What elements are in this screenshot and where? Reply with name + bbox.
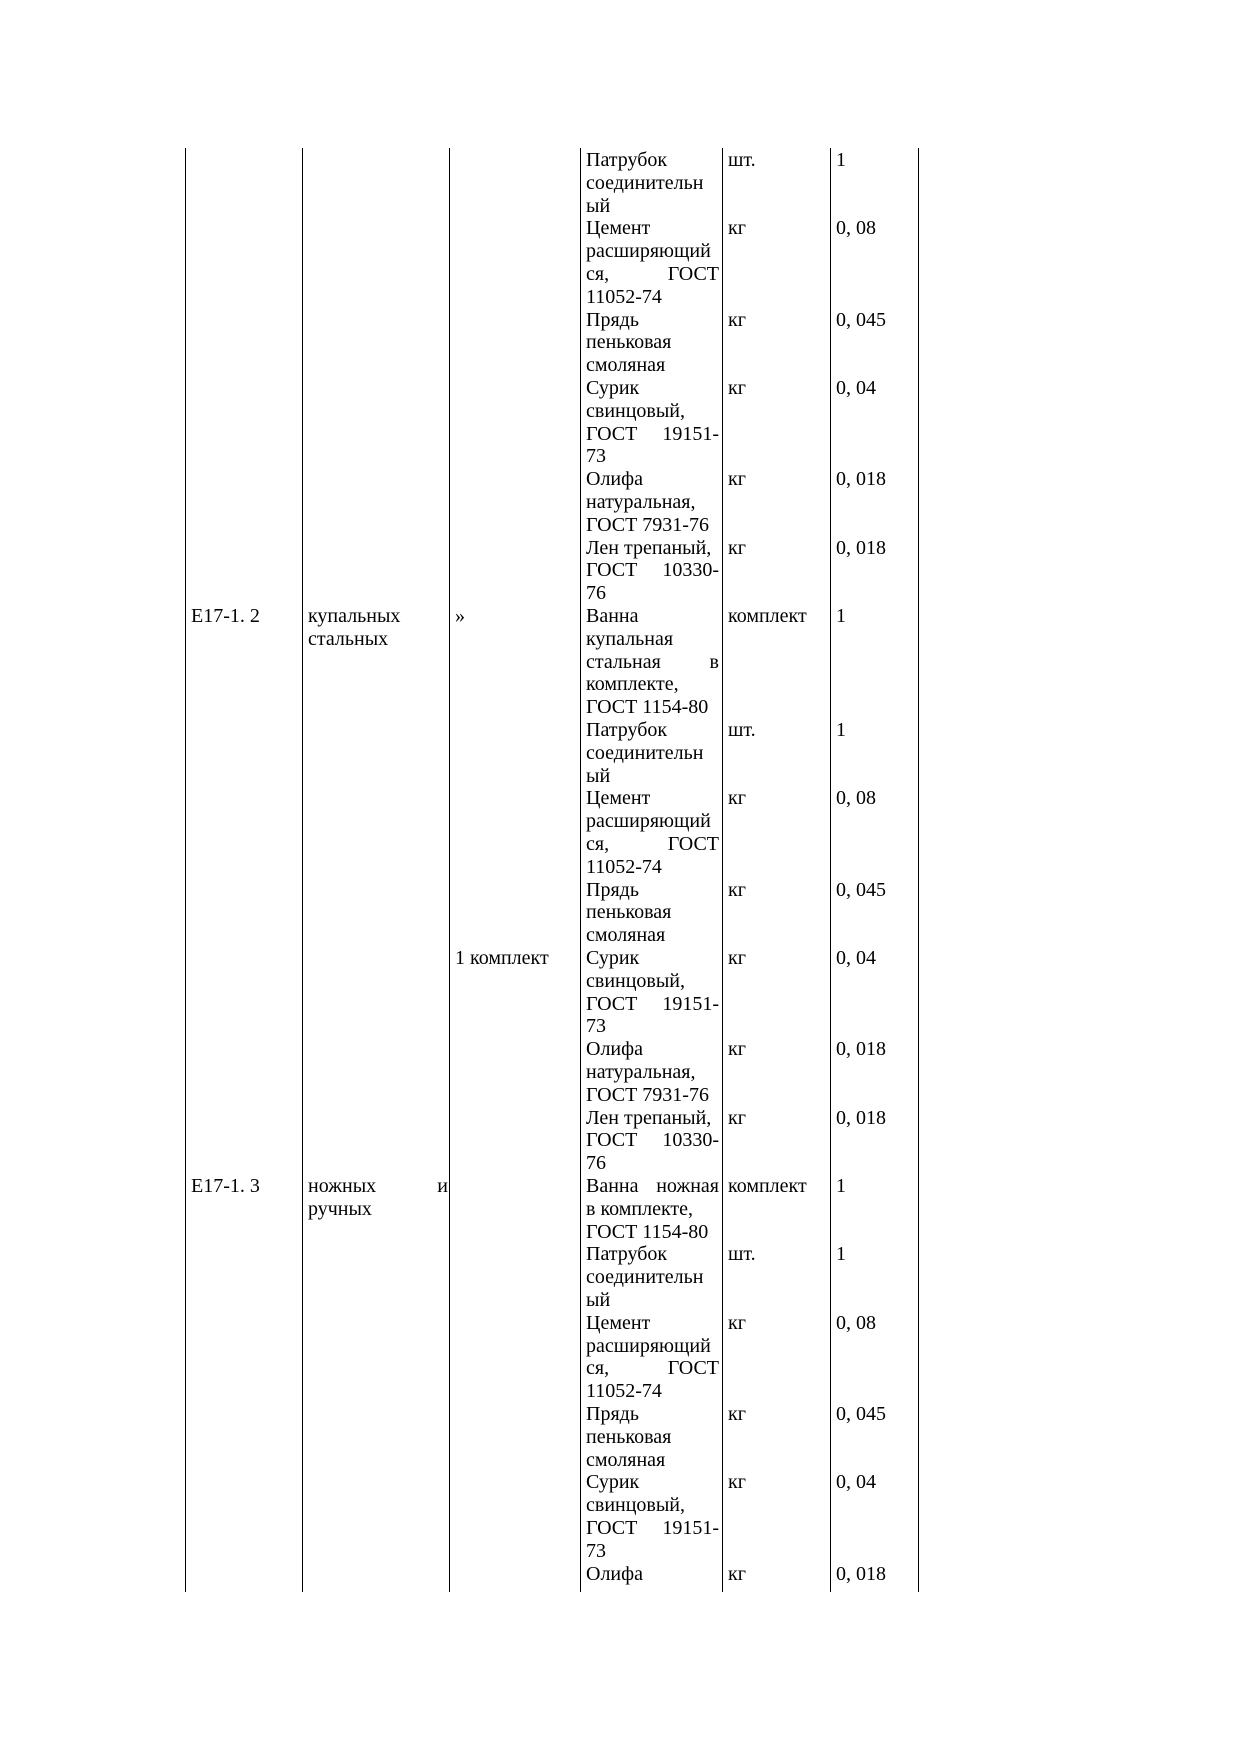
- table-rule: [580, 148, 581, 1592]
- item-code: Е17-1. 3: [191, 1175, 260, 1197]
- material-name: [586, 1243, 719, 1311]
- line-word: ся,: [586, 262, 610, 285]
- justified-line: [586, 423, 719, 446]
- text-line: Олифа: [586, 1038, 643, 1061]
- line-word: ножная: [656, 1175, 719, 1197]
- line-word: ножных: [308, 1175, 377, 1197]
- justified-line: [586, 1129, 719, 1152]
- line-word: в: [709, 650, 719, 673]
- text-line: ГОСТ 7931-76: [586, 513, 709, 536]
- text-line: ГОСТ 1154-80: [586, 696, 709, 719]
- line-word: ГОСТ: [667, 262, 719, 285]
- line-word: ГОСТ: [667, 832, 719, 855]
- text-line: стальных: [308, 627, 389, 650]
- material-quantity: 1: [836, 1175, 846, 1197]
- material-quantity: 0, 04: [836, 377, 876, 399]
- table-rule: [185, 148, 186, 1592]
- material-quantity: 0, 045: [836, 878, 886, 901]
- line-word: 10330-: [662, 559, 719, 582]
- table-rule: [918, 148, 919, 1592]
- text-line: ручных: [308, 1197, 372, 1220]
- text-line: соединительн: [586, 741, 704, 764]
- material-name: [586, 719, 719, 787]
- justified-line: [586, 263, 719, 286]
- text-line: свинцовый,: [586, 399, 686, 422]
- material-name: [586, 947, 719, 1038]
- material-unit: кг: [728, 787, 746, 810]
- material-quantity: 0, 018: [836, 1038, 886, 1061]
- text-line: 76: [586, 582, 606, 605]
- material-quantity: 1: [836, 149, 846, 171]
- text-line: пеньковая: [586, 901, 672, 924]
- justified-line: [586, 993, 719, 1016]
- material-quantity: 0, 04: [836, 1471, 876, 1494]
- text-line: смоляная: [586, 924, 666, 947]
- line-word: ГОСТ: [586, 1129, 638, 1152]
- text-line: Цемент: [586, 1311, 651, 1334]
- text-line: Сурик: [586, 377, 640, 399]
- material-unit: кг: [728, 878, 746, 901]
- material-unit: кг: [728, 1562, 746, 1585]
- table-rule: [830, 148, 831, 1592]
- line-word: ГОСТ: [586, 992, 638, 1015]
- material-unit: кг: [728, 1311, 746, 1334]
- text-line: 11052-74: [586, 1380, 662, 1403]
- material-unit: кг: [728, 1038, 746, 1061]
- table-rule: [302, 148, 303, 1592]
- material-name: [586, 879, 719, 947]
- line-word: 19151-: [662, 1516, 719, 1539]
- material-quantity: 0, 018: [836, 1562, 886, 1585]
- material-unit: шт.: [728, 149, 756, 171]
- text-line: ый: [586, 764, 611, 787]
- text-line: Лен трепаный,: [586, 1106, 712, 1129]
- line-word: 10330-: [662, 1129, 719, 1152]
- material-unit: кг: [728, 536, 746, 559]
- material-name: [586, 217, 719, 308]
- material-unit: шт.: [728, 719, 756, 741]
- justified-line: [586, 1357, 719, 1380]
- material-name: [586, 605, 719, 719]
- material-name: [586, 1038, 719, 1106]
- justified-line: [586, 1517, 719, 1540]
- text-line: Олифа: [586, 468, 643, 491]
- material-unit: кг: [728, 1471, 746, 1494]
- material-name: [586, 1312, 719, 1403]
- text-line: Сурик: [586, 1471, 640, 1494]
- text-line: ГОСТ 7931-76: [586, 1083, 709, 1106]
- item-code: Е17-1. 2: [191, 605, 260, 627]
- text-line: натуральная,: [586, 490, 696, 513]
- text-line: соединительн: [586, 171, 704, 194]
- material-unit: кг: [728, 1106, 746, 1129]
- text-line: Прядь: [586, 878, 639, 901]
- text-line: расширяющий: [586, 810, 711, 833]
- text-line: Сурик: [586, 947, 640, 969]
- text-line: в комплекте,: [586, 1197, 694, 1220]
- material-name: [586, 1563, 719, 1586]
- material-name: [586, 1175, 719, 1243]
- material-unit: кг: [728, 308, 746, 331]
- material-quantity: 1: [836, 719, 846, 741]
- line-word: ГОСТ: [586, 422, 638, 445]
- material-unit: кг: [728, 217, 746, 240]
- text-line: свинцовый,: [586, 1494, 686, 1517]
- text-line: ГОСТ 1154-80: [586, 1220, 709, 1243]
- table-rule: [449, 148, 450, 1592]
- material-name: [586, 309, 719, 377]
- text-line: Патрубок: [586, 719, 668, 741]
- text-line: 76: [586, 1152, 606, 1175]
- item-condition: »: [455, 605, 465, 627]
- text-line: ый: [586, 1288, 611, 1311]
- line-word: стальная: [586, 650, 661, 673]
- text-line: Ванна: [586, 605, 639, 627]
- justified-line: [586, 833, 719, 856]
- text-line: Прядь: [586, 1403, 639, 1425]
- text-line: 73: [586, 445, 606, 468]
- material-quantity: 0, 08: [836, 217, 876, 240]
- item-condition: 1 комплект: [455, 947, 549, 969]
- material-name: [586, 468, 719, 536]
- line-word: 19151-: [662, 422, 719, 445]
- material-quantity: 1: [836, 605, 846, 627]
- line-word: ся,: [586, 832, 610, 855]
- material-quantity: 1: [836, 1243, 846, 1266]
- material-quantity: 0, 018: [836, 536, 886, 559]
- text-line: пеньковая: [586, 1425, 672, 1448]
- material-quantity: 0, 08: [836, 787, 876, 810]
- material-unit: шт.: [728, 1243, 756, 1266]
- text-line: ый: [586, 194, 611, 217]
- material-name: [586, 787, 719, 878]
- table-rule: [722, 148, 723, 1592]
- material-quantity: 0, 08: [836, 1311, 876, 1334]
- justified-line: [308, 1175, 448, 1198]
- material-unit: кг: [728, 1403, 746, 1425]
- material-unit: кг: [728, 947, 746, 969]
- material-name: [586, 377, 719, 468]
- line-word: ся,: [586, 1357, 610, 1380]
- material-name: [586, 537, 719, 605]
- material-name: [586, 1107, 719, 1175]
- text-line: соединительн: [586, 1266, 704, 1289]
- text-line: свинцовый,: [586, 969, 686, 992]
- material-name: [586, 149, 719, 217]
- text-line: Лен трепаный,: [586, 536, 712, 559]
- text-line: смоляная: [586, 354, 666, 377]
- text-line: смоляная: [586, 1448, 666, 1471]
- justified-line: [586, 559, 719, 582]
- line-word: Ванна: [586, 1175, 639, 1197]
- line-word: и: [437, 1175, 448, 1197]
- item-type: [308, 605, 448, 651]
- material-quantity: 0, 018: [836, 468, 886, 491]
- text-line: расширяющий: [586, 240, 711, 263]
- material-unit: кг: [728, 377, 746, 399]
- line-word: ГОСТ: [586, 559, 638, 582]
- text-line: Патрубок: [586, 149, 668, 171]
- text-line: комплекте,: [586, 673, 679, 696]
- text-line: 73: [586, 1015, 606, 1038]
- text-line: Цемент: [586, 217, 651, 240]
- line-word: 19151-: [662, 992, 719, 1015]
- material-quantity: 0, 04: [836, 947, 876, 969]
- line-word: ГОСТ: [667, 1357, 719, 1380]
- material-quantity: 0, 045: [836, 1403, 886, 1425]
- justified-line: [586, 1175, 719, 1198]
- line-word: ГОСТ: [586, 1516, 638, 1539]
- material-unit: кг: [728, 468, 746, 491]
- justified-line: [586, 651, 719, 674]
- item-type: [308, 1175, 448, 1221]
- text-line: 73: [586, 1539, 606, 1562]
- material-quantity: 0, 045: [836, 308, 886, 331]
- material-quantity: 0, 018: [836, 1106, 886, 1129]
- text-line: купальных: [308, 605, 401, 627]
- material-unit: комплект: [728, 605, 807, 627]
- text-line: 11052-74: [586, 855, 662, 878]
- text-line: Цемент: [586, 787, 651, 810]
- text-line: натуральная,: [586, 1060, 696, 1083]
- text-line: Прядь: [586, 308, 639, 331]
- material-name: [586, 1403, 719, 1471]
- text-line: пеньковая: [586, 331, 672, 354]
- material-name: [586, 1471, 719, 1562]
- text-line: 11052-74: [586, 285, 662, 308]
- text-line: расширяющий: [586, 1334, 711, 1357]
- text-line: Патрубок: [586, 1243, 668, 1266]
- text-line: Олифа: [586, 1562, 643, 1585]
- material-unit: комплект: [728, 1175, 807, 1197]
- text-line: купальная: [586, 627, 674, 650]
